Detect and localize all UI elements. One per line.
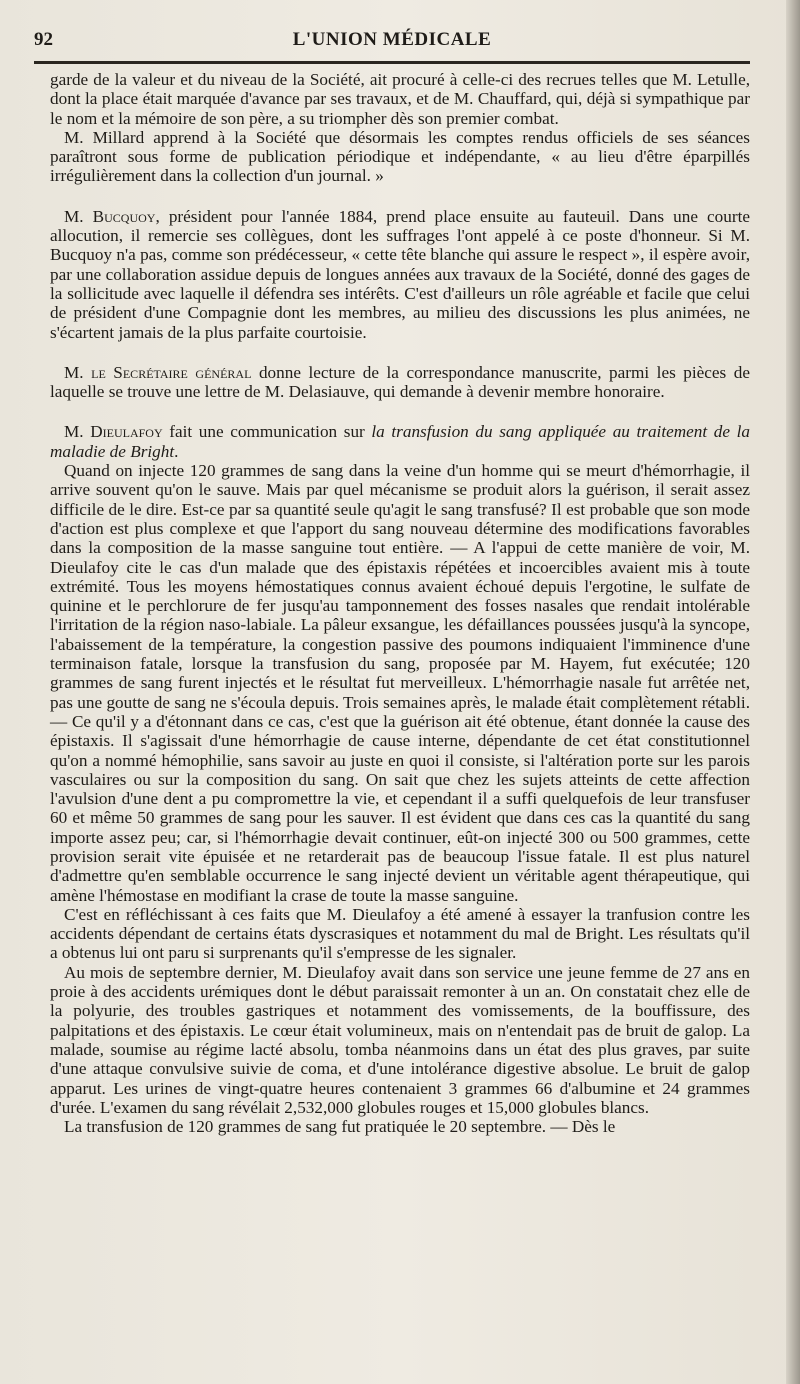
page-edge-shadow [786, 0, 800, 1384]
page-header [34, 27, 750, 57]
page-number: 92 [34, 29, 53, 50]
communication-title: la transfusion du sang appliquée au traitement de la maladie de Bright [50, 422, 750, 461]
speaker-name: Dieulafoy [90, 422, 163, 442]
running-title: L'UNION MÉDICALE [292, 29, 492, 50]
paragraph: M. Dieulafoy fait une communication sur la transfusion du sang appliquée au traitement de la maladie de Bright. [50, 422, 750, 461]
speaker-name: Bucquoy [92, 206, 156, 226]
paragraph: C'est en réfléchissant à ces faits que M. Dieulafoy a été amené à essayer la tranfusion contre les accidents dépendant de certains états dyscrasiques et notamment du mal de Bright. Les résultats qu'il a obtenus lui ont paru si surprenants qu'il s'empresse de les signaler. [50, 904, 750, 963]
paragraph: La transfusion de 120 grammes de sang fut pratiquée le 20 septembre. — Dès le [64, 1117, 616, 1137]
paragraph: M. Millard apprend à la Société que désormais les comptes rendus officiels de ses séances paraîtront sous forme de publication périodique et indépendante, « au lieu d'être éparpillés irrégulièrement dans la collection d'un journal. » [50, 127, 750, 186]
paragraph: garde de la valeur et du niveau de la Société, ait procuré à celle-ci des recrues telles que M. Letulle, dont la place était marquée d'avance par ses travaux, et de M. Chauffard, qui, déjà si sympathique par le nom et la mémoire de son père, a su triompher dès son premier combat. [50, 70, 750, 128]
header-rule [34, 61, 750, 64]
paragraph: M. le Secrétaire général donne lecture de la correspondance manuscrite, parmi les pièces de laquelle se trouve une lettre de M. Delasiauve, qui demande à devenir membre honoraire. [50, 362, 750, 402]
paragraph: M. Bucquoy, président pour l'année 1884, prend place ensuite au fauteuil. Dans une courte allocution, il remercie ses collègues, dont les suffrages l'ont appelé à ce poste d'honneur. Si M. Bucquoy n'a pas, comme son prédécesseur, « cette tête blanche qui assure le respect », il espère avoir, par une collaboration assidue depuis de longues années aux travaux de la Société, donné des gages de la sollicitude avec laquelle il défendra ses intérêts. C'est d'ailleurs un rôle agréable et facile que celui de président d'une Compagnie dont les membres, au milieu des discussions les plus animées, ne s'écartent jamais de la plus parfaite courtoisie. [50, 206, 750, 342]
paragraph: Quand on injecte 120 grammes de sang dans la veine d'un homme qui se meurt d'hémorrhagie, il arrive souvent qu'on le sauve. Mais par quel mécanisme se produit alors la guérison, il serait assez difficile de le dire. Est-ce par sa quantité seule qu'agit le sang transfusé? Il est probable que son mode d'action est plus complexe et que l'apport du sang nouveau détermine des modifications favorables dans la composition de la masse sanguine tout entière. — A l'appui de cette manière de voir, M. Dieulafoy cite le cas d'un malade que des épistaxis répétées et incoercibles avaient mis à toute extrémité. Tous les moyens hémostatiques connus avaient échoué depuis l'ergotine, le sulfate de quinine et le perchlorure de fer jusqu'au tamponnement des fosses nasales que rendait intolérable l'irritation de la région naso-labiale. La pâleur exsangue, les défaillances poussées jusqu'à la syncope, l'abaissement de la température, la congestion passive des poumons indiquaient l'imminence d'une terminaison fatale, lorsque la transfusion du sang, proposée par M. Hayem, fut exécutée; 120 grammes de sang furent injectés et le résultat fut merveilleux. L'hémorrhagie nasale fut arrêtée net, pas une goutte de sang ne s'écoula depuis. Trois semaines après, le malade était complètement rétabli. — Ce qu'il y a d'étonnant dans ce cas, c'est que la guérison ait été obtenue, étant donnée la cause des épistaxis. Il s'agissait d'une hémorrhagie de cause interne, dépendante de cet état constitutionnel qu'on a nommé hémophilie, sans savoir au juste en quoi il consiste, si l'altération porte sur les parois vasculaires ou sur la composition du sang. On sait que chez les sujets atteints de cette affection l'avulsion d'une dent a pu compromettre la vie, et cependant il a suffi quelquefois de leur transfuser 60 et même 50 grammes de sang pour les sauver. Il est évident que dans ces cas la quantité du sang importe assez peu; car, si l'hémorrhagie devait continuer, eût-on injecté 300 ou 500 grammes, cette provision serait vite épuisée et ne retarderait pas de beaucoup l'issue fatale. Il est plus naturel d'admettre qu'en semblable occurrence le sang injecté devient un véritable agent thérapeutique, qui amène l'hémostase en modifiant la crase de toute la masse sanguine. [50, 461, 750, 905]
paragraph: Au mois de septembre dernier, M. Dieulafoy avait dans son service une jeune femme de 27 ans en proie à des accidents urémiques dont le début paraissait remonter à un an. On constatait chez elle de la polyurie, des troubles gastriques et notamment des vomissements, de la bouffissure, des palpitations et des épistaxis. Le cœur était volumineux, mais on n'entendait pas de bruit de galop. La malade, soumise au régime lacté absolu, tomba néanmoins dans un état des plus graves, par suite d'une attaque convulsive suivie de coma, et d'une intolérance digestive absolue. Le bruit de galop apparut. Les urines de vingt-quatre heures contenaient 3 grammes 66 d'albumine et 24 grammes d'urée. L'examen du sang révélait 2,532,000 globules rouges et 15,000 globules blancs. [50, 962, 750, 1117]
speaker-name: le Secrétaire général [91, 362, 252, 382]
article-body [50, 70, 750, 1136]
